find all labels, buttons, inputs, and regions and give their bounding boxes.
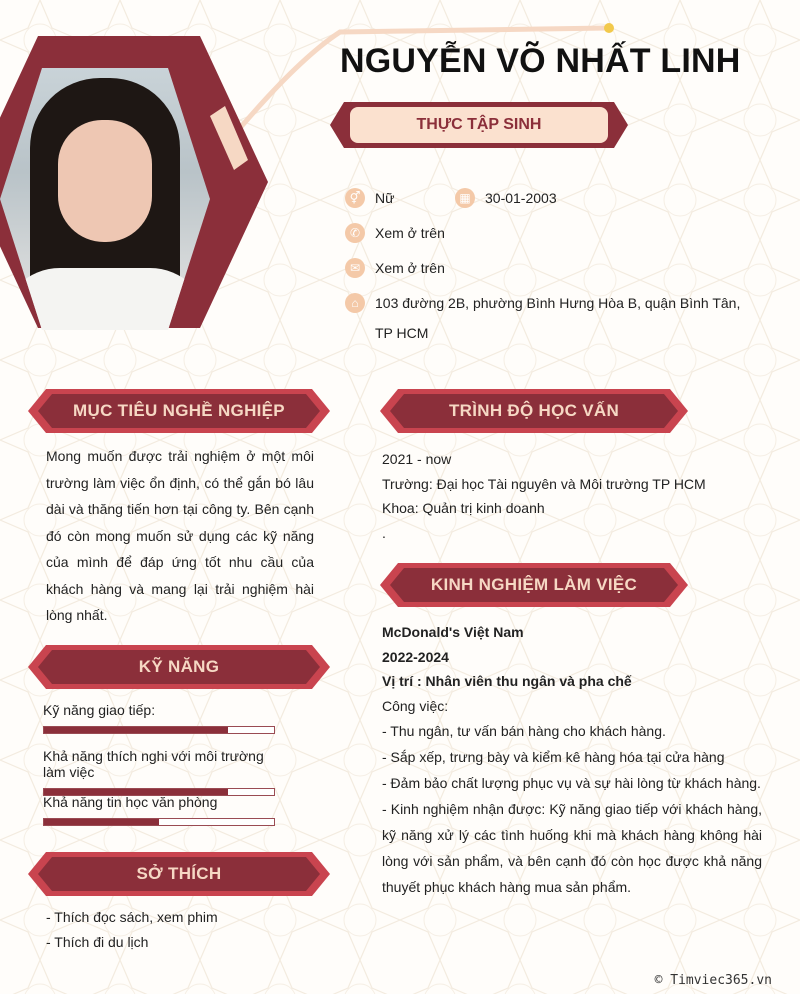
mail-icon: ✉ xyxy=(345,258,365,278)
objective-text: Mong muốn được trải nghiệm ở một môi trường làm việc ổn định, có thể gắn bó lâu dài và thăng tiến hơn tại công ty. Bên cạnh đó còn mong muốn sử dụng các kỹ năng của mình để đáp ứng tốt nhu cầu của khách hàng và mang lại trải nghiệm hài lòng nhất. xyxy=(46,448,314,623)
experience-duty: - Sắp xếp, trưng bày và kiểm kê hàng hóa tại cửa hàng xyxy=(382,749,725,765)
gender-value: Nữ xyxy=(375,190,395,206)
position-banner xyxy=(330,98,628,152)
skill-name: Khả năng tin học văn phòng xyxy=(43,794,218,810)
skill-level xyxy=(44,819,159,825)
skill-level xyxy=(44,727,228,733)
education-title: TRÌNH ĐỘ HỌC VẤN xyxy=(448,401,620,420)
experience-header xyxy=(380,563,688,607)
skill-bar xyxy=(43,818,275,826)
phone-icon: ✆ xyxy=(345,223,365,243)
skills-header xyxy=(28,645,330,689)
skill-name: Kỹ năng giao tiếp: xyxy=(43,702,156,718)
education-school: Trường: Đại học Tài nguyên và Môi trường TP HCM xyxy=(382,475,706,492)
address-value: 103 đường 2B, phường Bình Hưng Hòa B, quận Bình Tân, TP HCM xyxy=(375,295,741,341)
skills-title: KỸ NĂNG xyxy=(138,657,220,676)
candidate-name: NGUYỄN VÕ NHẤT LINH xyxy=(340,42,741,80)
hobby-item: - Thích đọc sách, xem phim xyxy=(46,909,218,925)
experience-role: Vị trí : Nhân viên thu ngân và pha chế xyxy=(382,673,632,689)
hobbies-title: SỞ THÍCH xyxy=(136,864,222,883)
home-icon: ⌂ xyxy=(345,293,365,313)
experience-content xyxy=(382,620,762,900)
objective-header xyxy=(28,389,330,433)
birthdate-value: 30-01-2003 xyxy=(485,190,557,206)
skill-name: Khả năng thích nghi với môi trường làm việc xyxy=(43,748,264,780)
skill-bar xyxy=(43,726,275,734)
gender-icon: ⚥ xyxy=(345,188,365,208)
education-header xyxy=(380,389,688,433)
hobbies-list xyxy=(46,905,218,955)
education-extra: . xyxy=(382,524,386,541)
experience-duty: - Kinh nghiệm nhận được: Kỹ năng giao tiếp với khách hàng, kỹ năng xử lý các tình huống khi mà khách hàng không hài lòng với sản phẩm, và bên cạnh đó còn học được khả năng thuyết phục khách hàng mua sản phẩm. xyxy=(382,801,762,895)
address-row xyxy=(345,293,755,348)
hobby-item: - Thích đi du lịch xyxy=(46,934,149,950)
avatar-frame xyxy=(0,20,330,340)
skill-item xyxy=(43,748,275,796)
footer-copyright: © Timviec365.vn xyxy=(654,973,772,988)
gender-row xyxy=(345,188,394,213)
phone-row xyxy=(345,223,445,248)
calendar-icon: ▦ xyxy=(455,188,475,208)
phone-value: Xem ở trên xyxy=(375,225,445,241)
education-period: 2021 - now xyxy=(382,451,452,467)
experience-duties-label: Công việc: xyxy=(382,697,449,714)
avatar-face xyxy=(58,120,152,242)
experience-duty: - Thu ngân, tư vấn bán hàng cho khách hàng. xyxy=(382,723,666,739)
objective-title: MỤC TIÊU NGHỀ NGHIỆP xyxy=(73,401,285,420)
experience-period: 2022-2024 xyxy=(382,648,449,665)
hobbies-header xyxy=(28,852,330,896)
experience-title: KINH NGHIỆM LÀM VIỆC xyxy=(430,575,638,594)
position-title: THỰC TẬP SINH xyxy=(416,116,542,133)
birthdate-row xyxy=(455,188,557,213)
skill-item xyxy=(43,702,275,734)
education-faculty: Khoa: Quản trị kinh doanh xyxy=(382,500,545,516)
experience-company: McDonald's Việt Nam xyxy=(382,624,524,640)
avatar xyxy=(0,68,210,330)
education-content xyxy=(382,447,772,545)
experience-duty: - Đảm bảo chất lượng phục vụ và sự hài lòng từ khách hàng. xyxy=(382,775,761,791)
email-value: Xem ở trên xyxy=(375,260,445,276)
skill-item xyxy=(43,794,275,826)
email-row xyxy=(345,258,445,283)
